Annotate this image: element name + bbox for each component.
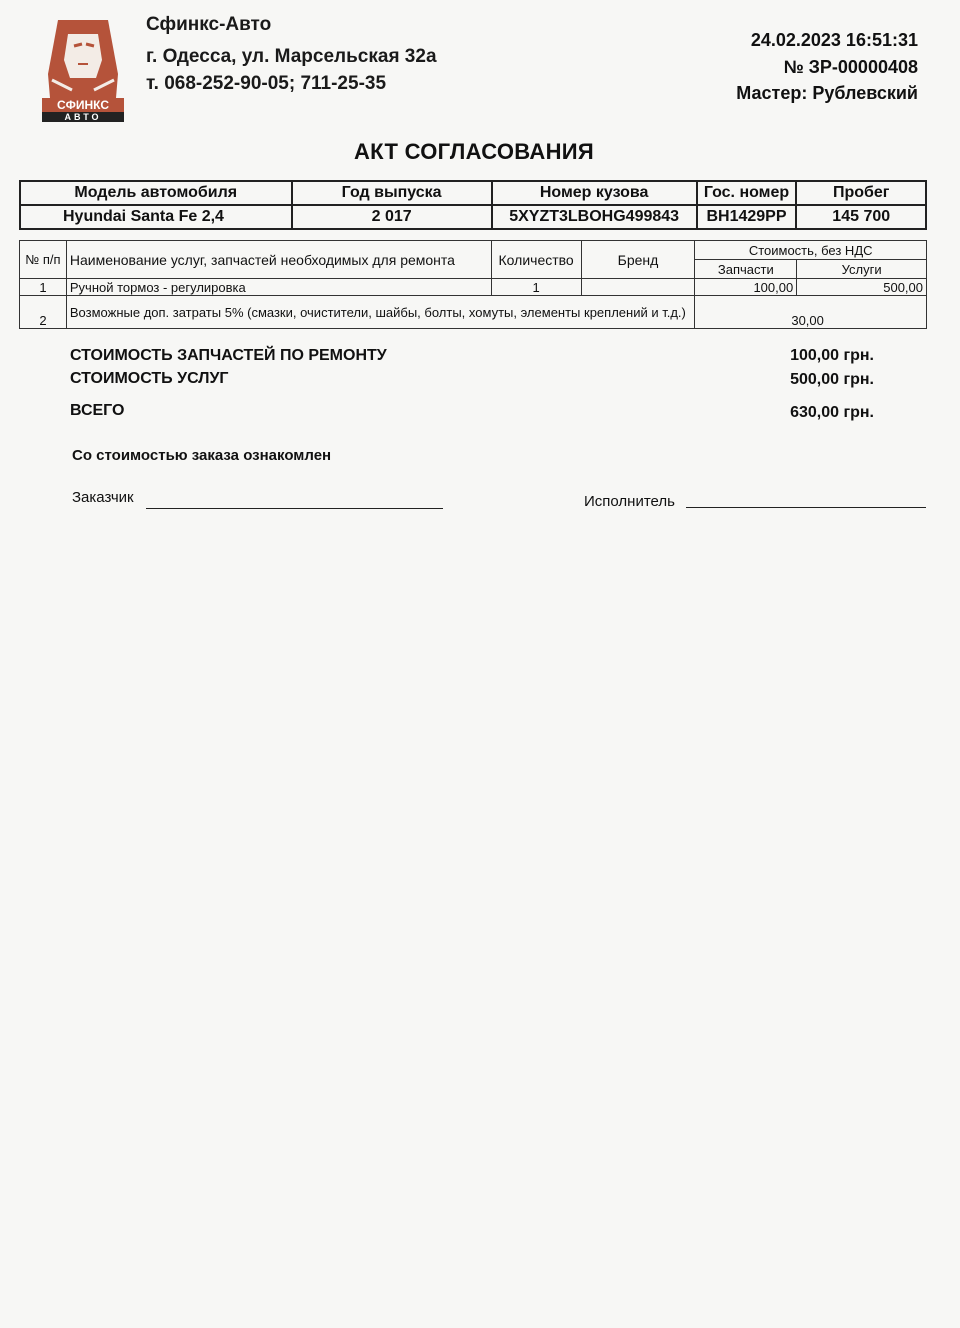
row-name: Ручной тормоз - регулировка	[66, 279, 491, 296]
row-name: Возможные доп. затраты 5% (смазки, очистители, шайбы, болты, хомуты, элементы креплений и т.д.)	[66, 296, 694, 329]
header-services: Услуги	[797, 260, 927, 279]
customer-label: Заказчик	[72, 489, 134, 506]
contractor-signature-line	[686, 507, 926, 508]
items-table	[19, 240, 927, 329]
car-header-year: Год выпуска	[292, 181, 492, 205]
logo-text-main: СФИНКС	[56, 98, 110, 112]
order-master: Мастер: Рублевский	[736, 83, 918, 103]
car-model: Hyundai Santa Fe 2,4	[20, 205, 292, 229]
header-qty: Количество	[491, 241, 581, 279]
header-num: № п/п	[20, 241, 67, 279]
customer-signature-line	[146, 508, 443, 509]
car-header-plate: Гос. номер	[697, 181, 797, 205]
company-address: г. Одесса, ул. Марсельская 32а	[146, 46, 437, 67]
order-number: № ЗР-00000408	[783, 57, 918, 77]
header-name: Наименование услуг, запчастей необходимых для ремонта	[66, 241, 491, 279]
car-header-vin: Номер кузова	[492, 181, 697, 205]
row-parts: 100,00	[695, 279, 797, 296]
acknowledge-text: Со стоимостью заказа ознакомлен	[72, 447, 332, 464]
car-vin: 5XYZT3LBOHG499843	[492, 205, 697, 229]
company-phones: т. 068-252-90-05; 711-25-35	[146, 73, 387, 94]
document-title: АКТ СОГЛАСОВАНИЯ	[353, 139, 594, 164]
header-cost: Стоимость, без НДС	[695, 241, 927, 260]
table-row	[20, 296, 927, 329]
car-year: 2 017	[292, 205, 492, 229]
parts-cost-label: СТОИМОСТЬ ЗАПЧАСТЕЙ ПО РЕМОНТУ	[70, 347, 387, 364]
row-num: 1	[20, 279, 67, 296]
company-logo	[38, 14, 128, 122]
car-mileage: 145 700	[796, 205, 926, 229]
services-cost-label: СТОИМОСТЬ УСЛУГ	[70, 370, 229, 387]
items-header-row	[20, 241, 927, 260]
car-header-model: Модель автомобиля	[20, 181, 292, 205]
company-name: Сфинкс-Авто	[146, 14, 272, 35]
contractor-label: Исполнитель	[584, 493, 675, 510]
total-label: ВСЕГО	[70, 402, 125, 419]
car-value-row	[20, 205, 926, 229]
order-datetime: 24.02.2023 16:51:31	[750, 30, 918, 50]
header-brand: Бренд	[581, 241, 695, 279]
header-parts: Запчасти	[695, 260, 797, 279]
car-header-mileage: Пробег	[796, 181, 926, 205]
total-value: 630,00 грн.	[790, 404, 874, 421]
services-cost-value: 500,00 грн.	[790, 371, 874, 388]
car-plate: ВН1429РР	[697, 205, 797, 229]
parts-cost-value: 100,00 грн.	[790, 347, 874, 364]
row-qty: 1	[491, 279, 581, 296]
table-row	[20, 279, 927, 296]
row-total: 30,00	[695, 296, 927, 329]
car-header-row	[20, 181, 926, 205]
row-services: 500,00	[797, 279, 927, 296]
car-info-table	[19, 180, 927, 230]
logo-text-sub: АВТО	[64, 112, 102, 122]
row-num: 2	[20, 296, 67, 329]
row-brand	[581, 279, 695, 296]
